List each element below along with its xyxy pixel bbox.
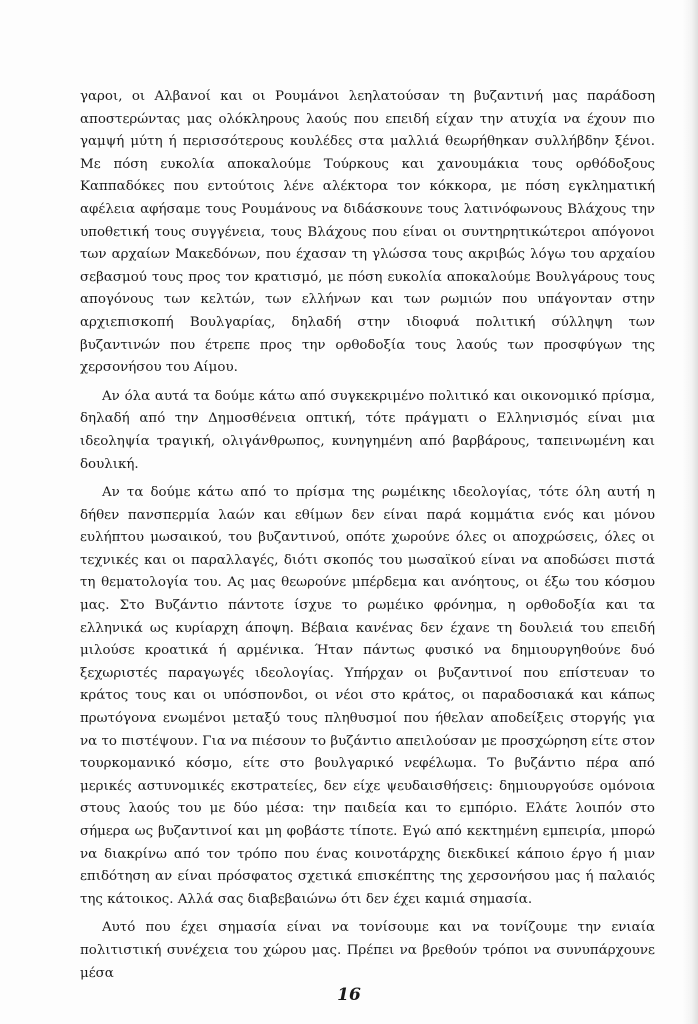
page-number: 16 — [337, 985, 361, 1005]
page-edge-shadow — [682, 0, 698, 1024]
paragraph-3: Αν τα δούμε κάτω από το πρίσμα της ρωμέικης ιδεολογίας, τότε όλη αυτή η δήθεν πανσπερμία λαών και εθίμων δεν είναι παρά κομμάτια ενός και μόνου ευλήπτου μωσαικού, του βυζαντινού, οπότε χωρούνε όλες οι αποχρώσεις, όλες οι τεχνικές και οι παραλλαγές, διότι σκοπός του μωσαϊκού είναι να αποδώσει πιστά τη θεματολογία του. Ας μας θεωρούνε μπέρδεμα και ανόητους, οι έξω του κόσμου μας. Στο Βυζάντιο πάντοτε ίσχυε το ρωμέικο φρόνημα, η ορθοδοξία και τα ελληνικά ως κυρίαρχη άποψη. Βέβαια κανένας δεν έχανε τη δουλειά του επειδή μιλούσε κροατικά ή αρμένικα. Ήταν πάντως φυσικό να δημιουργηθούνε δυό ξεχωριστές παραγωγές ιδεολογίας. Υπήρχαν οι βυζαντινοί που επίστευαν το κράτος τους και οι υπόσπονδοι, οι νέοι στο κράτος, οι παραδοσιακά και κάπως πρωτόγονα ενωμένοι μεταξύ τους πληθυσμοί που ήθελαν αποδείξεις στοργής για να το πιστέψουν. Για να πιέσουν το βυζάντιο απειλούσαν με προσχώρηση είτε στον τουρκομανικό κόσμο, είτε στο βουλγαρικό νεφέλωμα. Το βυζάντιο πέρα από μερικές αστυνομικές εκστρατείες, δεν είχε ψευδαισθήσεις: δημιουργούσε ομόνοια στους λαούς του με δύο μέσα: την παιδεία και το εμπόριο. Ελάτε λοιπόν στο σήμερα ως βυζαντινοί και μη φοβάστε τίποτε. Εγώ από κεκτημένη εμπειρία, μπορώ να διακρίνω από τον τρόπο που ένας κοινοτάρχης διεκδικεί κάποιο έργο ή μιαν επιδότηση αν είναι πρόσφατος σχετικά επισκέπτης της χερσονήσου μας ή παλαιός της κάτοικος. Αλλά σας διαβεβαιώνω ότι δεν έχει καμιά σημασία. — [80, 485, 655, 907]
paragraph-1: γαροι, οι Αλβανοί και οι Ρουμάνοι λεηλατούσαν τη βυζαντινή μας παράδοση αποστερώντας μας ολόκληρους λαούς που επειδή είχαν την ατυχία να έχουν πιο γαμψή μύτη ή περισσότερους κουλέδες στα μαλλιά θεωρήθηκαν συλλήβδην ξένοι. Με πόση ευκολία αποκαλούμε Τούρκους και χανουμάκια τους ορθόδοξους Καππαδόκες που εντούτοις λένε αλέκτορα τον κόκκορα, με πόση εγκληματική αφέλεια αφήσαμε τους Ρουμάνους να διδάσκουνε τους λατινόφωνους Βλάχους την υποθετική τους συγγένεια, τους Βλάχους που είναι οι συντηρητικώτεροι απόγονοι των αρχαίων Μακεδόνων, που έχασαν τη γλώσσα τους ακριβώς λόγω του αρχαίου σεβασμού τους προς τον κρατισμό, με πόση ευκολία αποκαλούμε Βουλγάρους τους απογόνους των κελτών, των ελλήνων και των ρωμιών που υπάγονταν στην αρχιεπισκοπή Βουλγαρίας, δηλαδή στην ιδιοφυά πολιτική σύλληψη των βυζαντινών που έτρεπε προς την ορθοδοξία τους λαούς των προσφύγων της χερσονήσου του Αίμου. — [80, 89, 655, 376]
body-text — [80, 86, 655, 991]
paragraph-2: Αν όλα αυτά τα δούμε κάτω από συγκεκριμένο πολιτικό και οικονομικό πρίσμα, δηλαδή από την Δημοσθένεια οπτική, τότε πράγματι ο Ελληνισμός είναι μια ιδεοληψία τραγική, ολιγάνθρωπος, κυνηγημένη από βαρβάρους, ταπεινωμένη και δουλική. — [80, 388, 655, 472]
paragraph-4: Αυτό που έχει σημασία είναι να τονίσουμε και να τονίζουμε την ενιαία πολιτιστική συνέχεια του χώρου μας. Πρέπει να βρεθούν τρόποι να συνυπάρχουνε μέσα — [80, 920, 655, 981]
